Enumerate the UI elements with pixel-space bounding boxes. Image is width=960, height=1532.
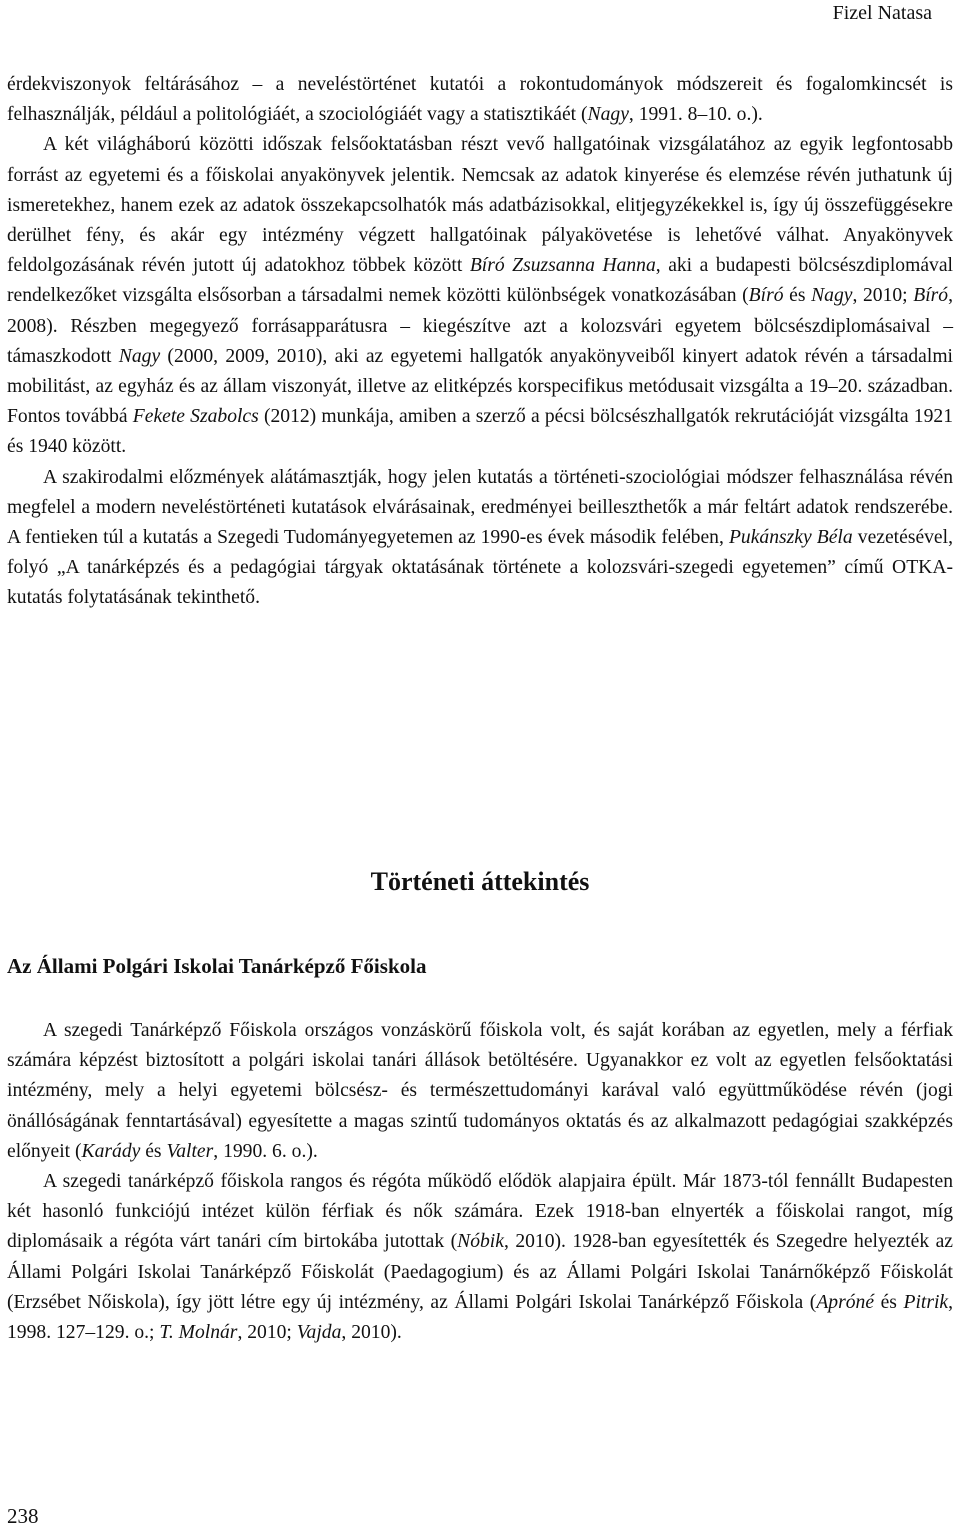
paragraph-1: érdekviszonyok feltárásához – a neveléstörténet kutatói a rokontudományok módszereit és fogalomkincsét is felhasználják, például a politológiáét, a szociológiáét vagy a statisztikáét (Nagy, 1991. 8–10. o.). [7,74,953,126]
paragraph-5: A szegedi tanárképző főiskola rangos és régóta működő elődök alapjaira épült. Már 1873-tól fennállt Budapesten két hasonló funkciójú intézet külön férfiak és nők számára. Ezek 1918-ban elnyerték a főiskolai rangot, míg diplomásaik a régóta várt tanári cím birtokába jutottak (Nóbik, 2010). 1928-ban egyesítették és Szegedre helyezték az Állami Polgári Iskolai Tanárképző Főiskolát (Paedagogium) és az Állami Polgári Iskolai Tanárnőképző Főiskolát (Erzsébet Nőiskola), így jött létre egy új intézmény, az Állami Polgári Iskolai Tanárképző Főiskola (Apróné és Pitrik, 1998. 127–129. o.; T. Molnár, 2010; Vajda, 2010). [7,1171,954,1344]
paragraph-2: A két világháború közötti időszak felsőoktatásban részt vevő hallgatóinak vizsgálatához az egyik legfontosabb forrást az egyetemi és a főiskolai anyakönyvek jelentik. Nemcsak az adatok kinyerése és elemzése révén juthatunk új ismeretekhez, hanem ezek az adatok összekapcsolhatók más adatbázisokkal, elitjegyzékekkel is, így új összefüggésekre derülhet fény, és akár egy intézmény végzett hallgatóinak pályakövetése is lehetővé válhat. Anyakönyvek feldolgozásának révén jutott új adatokhoz többek között Bíró Zsuzsanna Hanna, aki a budapesti bölcsészdiplomával rendelkezőket vizsgálta elsősorban a társadalmi nemek közötti különbségek vonatkozásában (Bíró és Nagy, 2010; Bíró, 2008). Részben megegyező forrásapparátusra – kiegészítve azt a kolozsvári egyetem bölcsészdiplomásaival – támaszkodott Nagy (2000, 2009, 2010), aki az egyetemi hallgatók anyakönyveiből kinyert adatok révén a társadalmi mobilitást, az egyház és az állam viszonyát, illetve az elitképzés korspecifikus metódusait vizsgálta a 19–20. században. Fontos továbbá Fekete Szabolcs (2012) munkája, amiben a szerző a pécsi bölcsészhallgatók rekrutációját vizsgálta 1921 és 1940 között. [7,134,953,458]
paragraph-3: A szakirodalmi előzmények alátámasztják, hogy jelen kutatás a történeti-szociológiai módszer felhasználása révén megfelel a modern neveléstörténeti kutatások elvárásainak, eredményei beilleszthetők a már feltárt adatok rendszerébe. A fentieken túl a kutatás a Szegedi Tudományegyetemen az 1990-es évek második felében, Pukánszky Béla vezetésével, folyó „A tanárképzés és a pedagógiai tárgyak oktatásának története a kolozsvári-szegedi egyetemen” című OTKA-kutatás folytatásának tekinthető. [7,466,953,609]
page-number: 238 [7,1504,39,1528]
running-head-author: Fizel Natasa [832,2,932,24]
paragraph-4: A szegedi Tanárképző Főiskola országos vonzáskörű főiskola volt, és saját korában az egyetlen, mely a férfiak számára képzést biztosított a polgári iskolai tanári állások betöltésére. Ugyanakkor ez volt az egyetlen felsőoktatási intézmény, mely a helyi egyetemi bölcsész- és természettudományi karával való együttműködése révén (jogi önállóságának fenntartásával) egyesítette a magas szintű tudományos oktatás és az alkalmazott pedagógiai szakképzés előnyeit (Karády és Valter, 1990. 6. o.). [7,1020,953,1162]
section-title: Történeti áttekintés [370,867,590,896]
body-text [7,1016,953,1348]
subsection-title: Az Állami Polgári Iskolai Tanárképző Főiskola [7,954,427,978]
intro-text [7,70,953,614]
